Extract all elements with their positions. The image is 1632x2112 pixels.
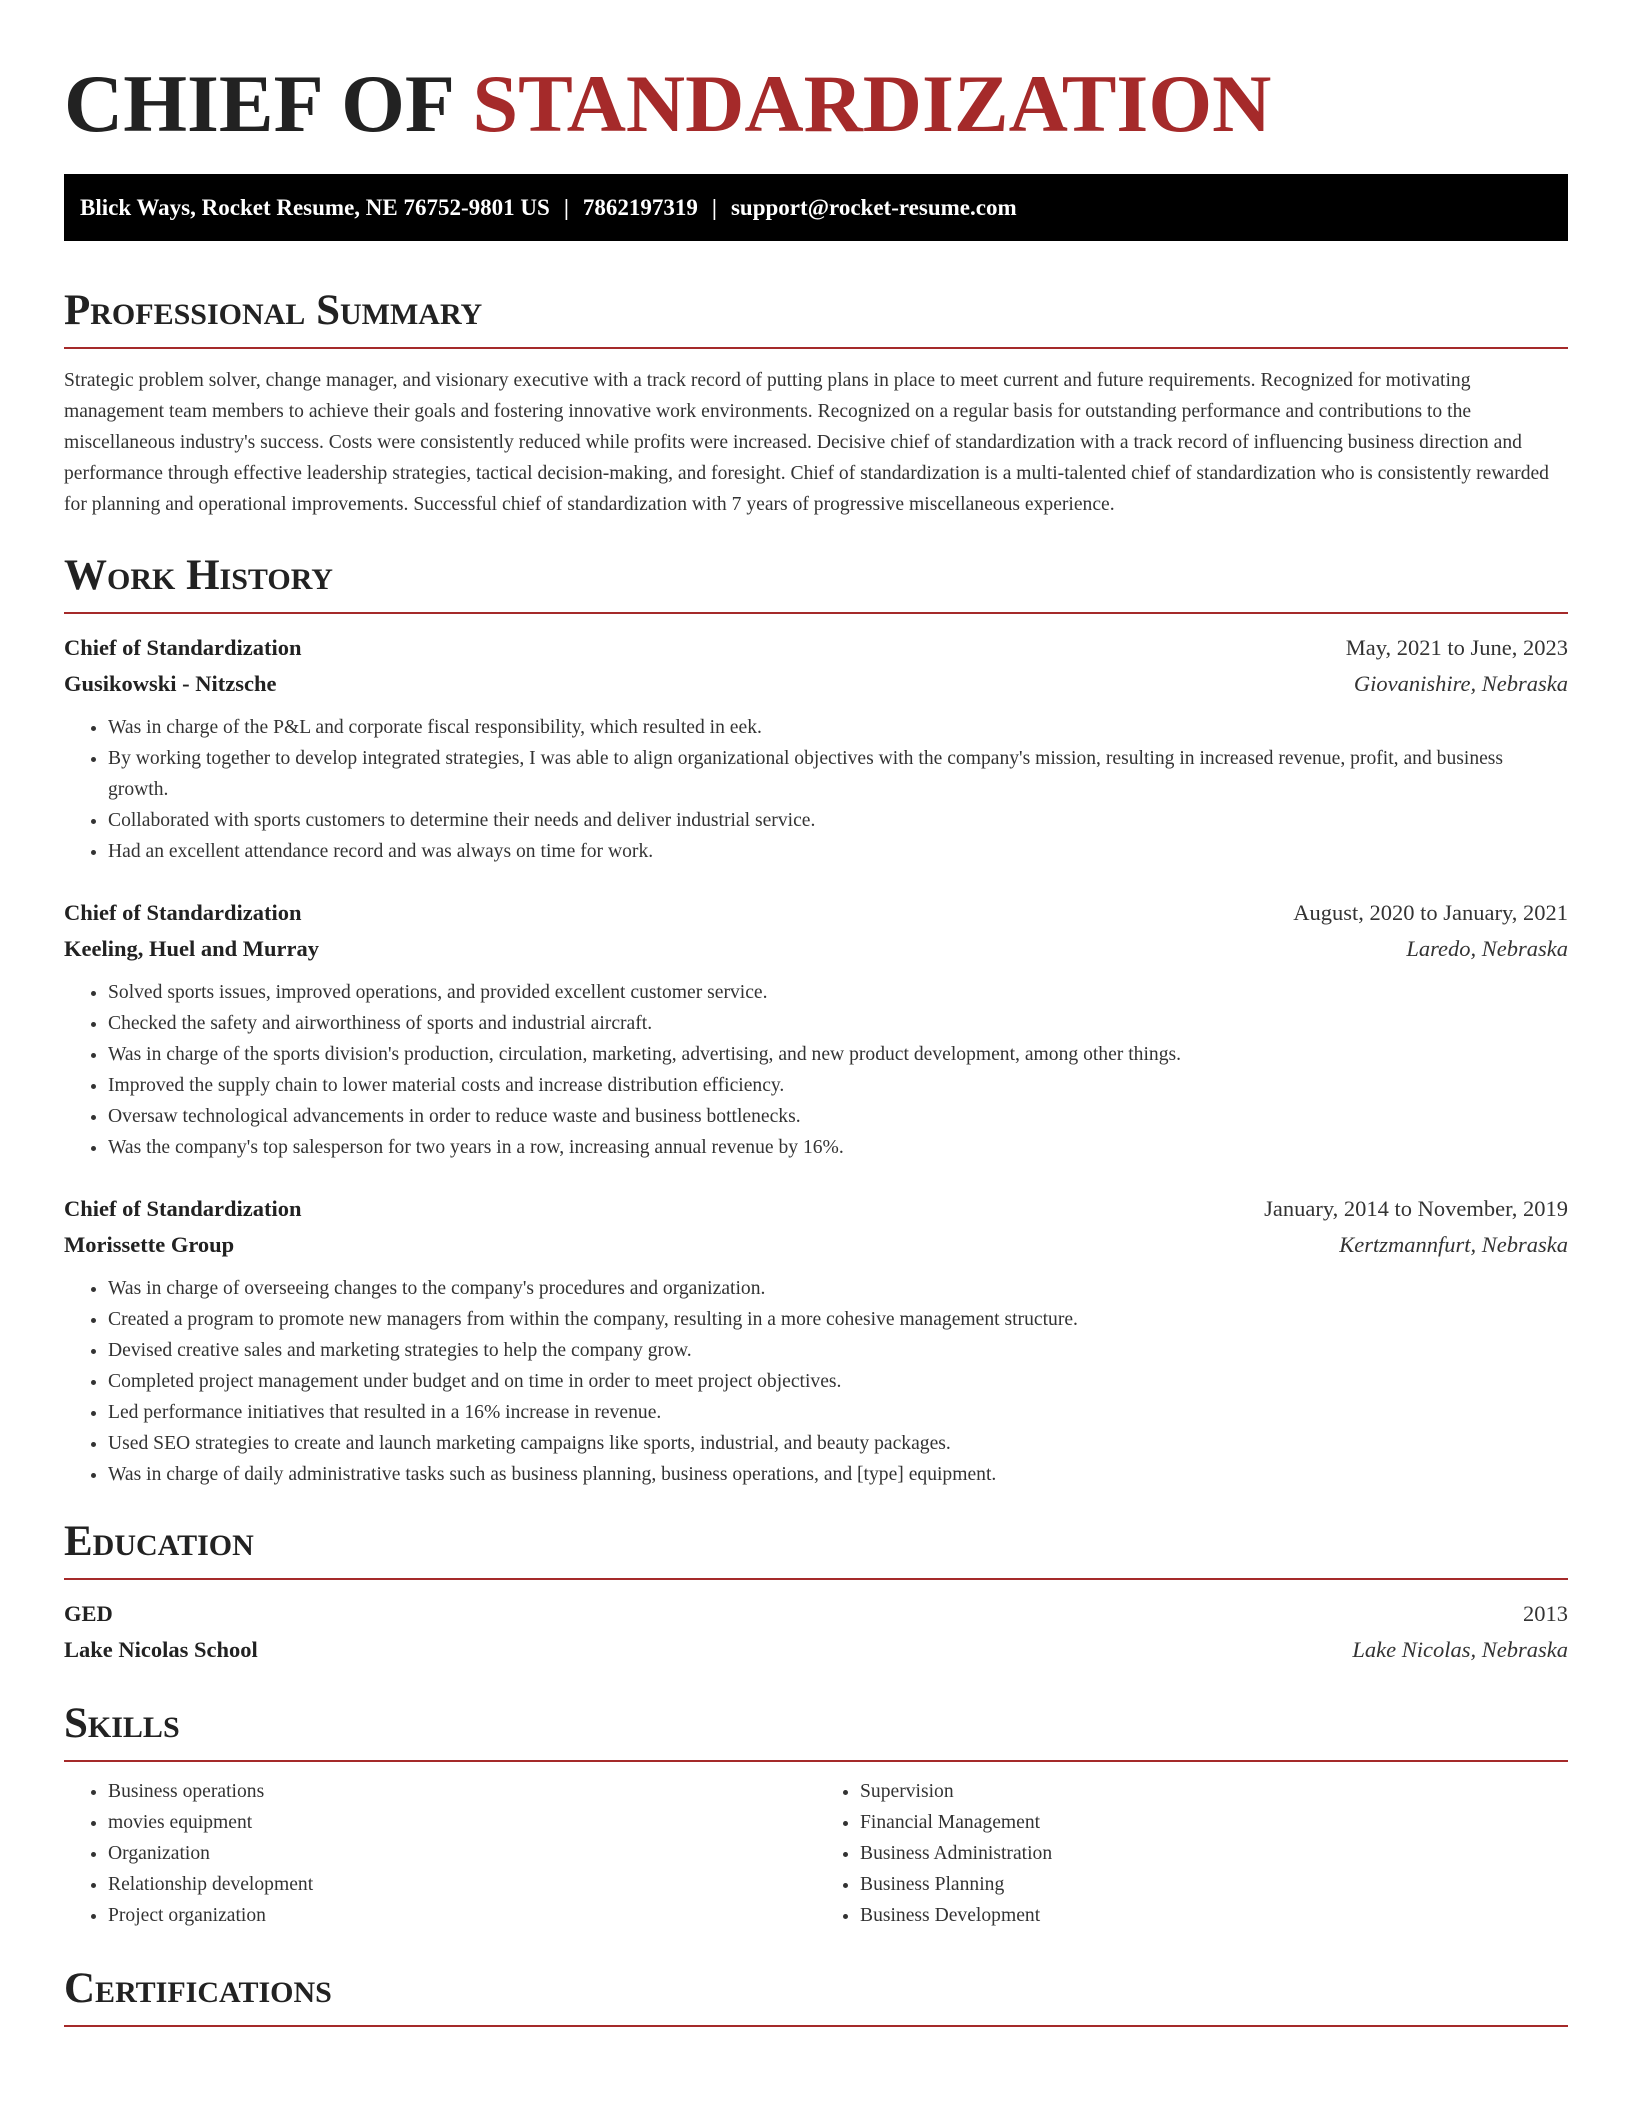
summary-text: Strategic problem solver, change manager, and visionary executive with a track record of putting plans in place to meet current and future requirements. Recognized for motivating management team members to achieve their goals and fostering innovative work environments. Recognized on a regular basis for outstanding performance and contributions to the miscellaneous industry's success. Costs were consistently reduced while profits were increased. Decisive chief of standardization with a track record of influencing business direction and performance through effective leadership strategies, tactical decision-making, and foresight. Chief of standardization is a multi-talented chief of standardization who is consistently rewarded for planning and operational improvements. Successful chief of standardization with 7 years of progressive miscellaneous experience.	[64, 370, 1549, 515]
skill-item: • Business Planning	[860, 1869, 1568, 1900]
skill-item: • Business Development	[860, 1900, 1568, 1931]
job-dates: January, 2014 to November, 2019	[1264, 1196, 1568, 1221]
work-history-heading: Work History	[64, 548, 1568, 614]
skill-item: • Supervision	[860, 1776, 1568, 1807]
job-bullet: • Improved the supply chain to lower material costs and increase distribution efficiency.	[108, 1070, 1568, 1101]
skills-column-right	[816, 1776, 1568, 1931]
skill-item: • Business Administration	[860, 1838, 1568, 1869]
job-bullet: • Led performance initiatives that resulted in a 16% increase in revenue.	[108, 1397, 1568, 1428]
contact-address: Blick Ways, Rocket Resume, NE 76752-9801 US	[80, 195, 550, 220]
job-bullets	[64, 977, 1568, 1163]
job-bullet: • Completed project management under budget and on time in order to meet project objectives.	[108, 1366, 1568, 1397]
job-bullet: • Devised creative sales and marketing strategies to help the company grow.	[108, 1335, 1568, 1366]
certifications-heading: Certifications	[64, 1961, 1568, 2027]
skills-heading: Skills	[64, 1696, 1568, 1762]
job-bullet: • Was the company's top salesperson for two years in a row, increasing annual revenue by 16%.	[108, 1132, 1568, 1163]
job-bullets	[64, 712, 1568, 867]
summary-heading: Professional Summary	[64, 283, 1568, 349]
job-dates: May, 2021 to June, 2023	[1345, 635, 1568, 660]
job-location: Kertzmannfurt, Nebraska	[1339, 1232, 1568, 1257]
education-degree: GED	[64, 1601, 113, 1626]
job-bullet: • Was in charge of daily administrative tasks such as business planning, business operations, and [type] equipment.	[108, 1459, 1568, 1490]
job-company: Gusikowski - Nitzsche	[64, 671, 277, 696]
education-location: Lake Nicolas, Nebraska	[1352, 1637, 1568, 1662]
contact-separator: |	[711, 195, 717, 220]
job-title-row	[64, 630, 1568, 666]
resume-page	[64, 0, 1568, 2027]
job-dates: August, 2020 to January, 2021	[1293, 900, 1568, 925]
skill-item: • Relationship development	[108, 1869, 816, 1900]
job-bullet: • By working together to develop integrated strategies, I was able to align organizational objectives with the company's mission, resulting in increased revenue, profit, and business growth.	[108, 743, 1568, 805]
job-entry	[64, 630, 1568, 867]
contact-separator: |	[563, 195, 569, 220]
name-part-2: STANDARDIZATION	[472, 58, 1272, 149]
contact-phone: 7862197319	[582, 195, 698, 220]
job-bullet: • Checked the safety and airworthiness of sports and industrial aircraft.	[108, 1008, 1568, 1039]
skill-item: • Project organization	[108, 1900, 816, 1931]
job-bullet: • Was in charge of the P&L and corporate fiscal responsibility, which resulted in eek.	[108, 712, 1568, 743]
job-bullet: • Solved sports issues, improved operations, and provided excellent customer service.	[108, 977, 1568, 1008]
skills-column-left	[64, 1776, 816, 1931]
job-company-row	[64, 931, 1568, 967]
job-title-row	[64, 1191, 1568, 1227]
education-entry	[64, 1596, 1568, 1668]
contact-email[interactable]: support@rocket-resume.com	[730, 195, 1017, 220]
job-company: Keeling, Huel and Murray	[64, 936, 319, 961]
job-title: Chief of Standardization	[64, 900, 302, 925]
job-company-row	[64, 666, 1568, 702]
skill-item: • Financial Management	[860, 1807, 1568, 1838]
education-year: 2013	[1523, 1601, 1568, 1626]
education-degree-row	[64, 1596, 1568, 1632]
job-location: Giovanishire, Nebraska	[1353, 671, 1568, 696]
skill-item: • Business operations	[108, 1776, 816, 1807]
job-bullet: • Was in charge of the sports division's production, circulation, marketing, advertising, and new product development, among other things.	[108, 1039, 1568, 1070]
job-bullet: • Had an excellent attendance record and was always on time for work.	[108, 836, 1568, 867]
job-bullet: • Created a program to promote new managers from within the company, resulting in a more cohesive management structure.	[108, 1304, 1568, 1335]
job-bullet: • Collaborated with sports customers to determine their needs and deliver industrial service.	[108, 805, 1568, 836]
education-school-row	[64, 1632, 1568, 1668]
skill-item: • movies equipment	[108, 1807, 816, 1838]
job-title: Chief of Standardization	[64, 1196, 302, 1221]
skills-grid	[64, 1776, 1568, 1931]
job-company-row	[64, 1227, 1568, 1263]
job-location: Laredo, Nebraska	[1406, 936, 1568, 961]
job-title-row	[64, 895, 1568, 931]
education-heading: Education	[64, 1514, 1568, 1580]
skill-item: • Organization	[108, 1838, 816, 1869]
job-company: Morissette Group	[64, 1232, 235, 1257]
education-school: Lake Nicolas School	[64, 1637, 258, 1662]
resume-name-heading	[64, 0, 1568, 150]
job-title: Chief of Standardization	[64, 635, 302, 660]
job-bullets	[64, 1273, 1568, 1490]
job-bullet: • Oversaw technological advancements in order to reduce waste and business bottlenecks.	[108, 1101, 1568, 1132]
job-entry	[64, 895, 1568, 1163]
job-entry	[64, 1191, 1568, 1490]
job-bullet: • Was in charge of overseeing changes to the company's procedures and organization.	[108, 1273, 1568, 1304]
name-part-1: CHIEF OF	[64, 58, 452, 149]
job-bullet: • Used SEO strategies to create and launch marketing campaigns like sports, industrial, and beauty packages.	[108, 1428, 1568, 1459]
contact-bar	[64, 174, 1568, 241]
